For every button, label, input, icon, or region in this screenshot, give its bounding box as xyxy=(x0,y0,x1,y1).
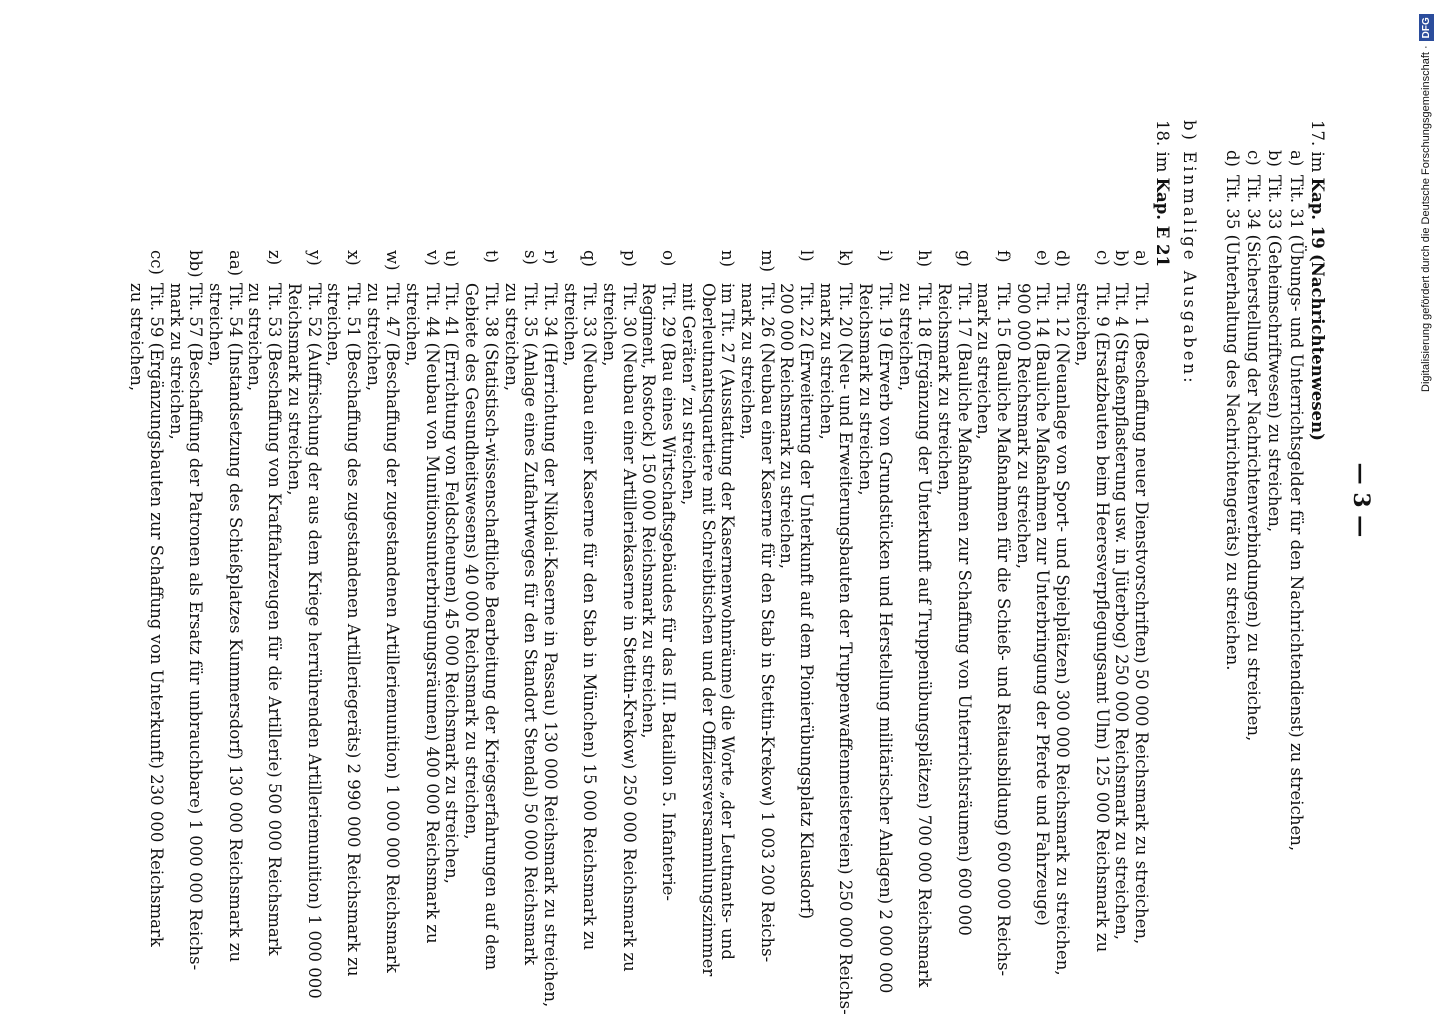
section-18-item-label: f) xyxy=(994,250,1014,263)
section-18-item-label: d) xyxy=(1053,250,1073,267)
section-18-item-line: Tit. 44 (Neubau von Munitionsunterbringungsräumen) 400 000 Reichsmark zu xyxy=(422,283,442,944)
margin-note xyxy=(1418,0,1434,392)
section-18-item-label: n) xyxy=(718,250,738,268)
section-17-kap: Kap. 19 xyxy=(1308,177,1327,249)
section-18-item-line: Tit. 20 (Neu- und Erweiterungsbauten der Truppenwaffenmeistereien) 250 000 Reichs- xyxy=(836,283,856,1015)
section-18-item-label: u) xyxy=(442,250,462,268)
section-18-item-label: q) xyxy=(580,250,600,267)
section-18-item-line: zu streichen, xyxy=(895,283,915,392)
section-18-item-line: Reichsmark zu streichen, xyxy=(284,283,304,496)
section-18-item-line: Tit. 59 (Ergänzungsbauten zur Schaffung von Unterkunft) 230 000 Reichsmark xyxy=(147,283,166,947)
section-18-item-line: Tit. 51 (Beschaffung des zugestandenen Artilleriegeräts) 2 990 000 Reichsmark zu xyxy=(344,283,363,977)
section-18-item-label: b) xyxy=(1112,250,1132,267)
section-18-item-line: zu streichen, xyxy=(127,283,147,392)
section-18-item-line: Tit. 53 (Beschaffung von Kraftfahrzeugen für die Artillerie) 500 000 Reichsmark xyxy=(265,283,285,956)
section-17-item-text: Tit. 33 (Geheimschriftwesen) zu streichen, xyxy=(1265,175,1284,533)
section-18-item-line: Tit. 52 (Auffrischung der aus dem Kriege herrührenden Artilleriemunition) 1 000 000 xyxy=(304,283,324,999)
section-17-heading xyxy=(1307,120,1327,441)
margin-note-text: Digitalisierung gefördert durch die Deutsche Forschungsgemeinschaft · xyxy=(1420,45,1432,392)
section-18-item-line: streichen, xyxy=(1072,283,1092,367)
section-18-item-label: z) xyxy=(265,250,285,266)
section-18-item-label: v) xyxy=(422,250,442,266)
section-18-item-line: mark zu streichen, xyxy=(974,283,994,440)
section-17-item-label: a) xyxy=(1287,150,1306,167)
section-18-item-line: Tit. 9 (Ersatzbauten beim Heeresverpflegungsamt Ulm) 125 000 Reichsmark zu xyxy=(1092,283,1112,953)
section-18-item-line: Tit. 33 (Neubau einer Kaserne für den Stab in München) 15 000 Reichsmark zu xyxy=(580,283,600,951)
section-18-item-line: mark zu streichen, xyxy=(816,283,836,440)
section-18-item-line: im Tit. 27 (Ausstattung der Kasernenwohnräume) die Worte „der Leutnants- und xyxy=(718,283,738,960)
section-18-item-label: cc) xyxy=(147,250,166,275)
section-18-item-line: Tit. 57 (Beschaffung der Patronen als Ersatz für unbrauchbare) 1 000 000 Reichs- xyxy=(186,283,206,971)
section-18-item-line: Tit. 18 (Ergänzung der Unterkunft auf Truppenübungsplätzen) 700 000 Reichsmark xyxy=(915,283,935,988)
section-18-item-line: 900 000 Reichsmark zu streichen, xyxy=(1013,283,1033,569)
section-18-item-label: bb) xyxy=(186,250,206,278)
section-17-item-label: b) xyxy=(1265,150,1284,167)
section-18-item-line: zu streichen, xyxy=(245,283,265,392)
section-18-item-line: zu streichen, xyxy=(501,283,521,392)
section-18-item-label: m) xyxy=(757,250,777,273)
section-18-kap: Kap. E 21 xyxy=(1153,177,1172,268)
section-18-item-line: Tit. 12 (Neuanlage von Sport- und Spielplätzen) 300 000 Reichsmark zu streichen, xyxy=(1053,283,1073,976)
section-18-item-label: h) xyxy=(915,250,935,268)
page-number: — 3 — xyxy=(1348,462,1374,538)
section-18-item-line: Tit. 17 (Bauliche Maßnahmen zur Schaffung von Unterrichtsräumen) 600 000 xyxy=(954,283,974,936)
section-18-item-line: Tit. 26 (Neubau einer Kaserne für den Stab in Stettin-Krekow) 1 003 200 Reichs- xyxy=(757,283,777,963)
section-18-item-label: g) xyxy=(954,250,974,267)
section-18-item-line: Tit. 41 (Errichtung von Feldscheunen) 45 000 Reichsmark zu streichen, xyxy=(442,283,462,884)
section-18-item-line: 200 000 Reichsmark zu streichen, xyxy=(777,283,797,569)
section-18-item-label: c) xyxy=(1092,250,1112,266)
section-18-item-line: streichen, xyxy=(560,283,580,367)
section-18-item-label: r) xyxy=(541,250,560,265)
subsection-b-heading: b) Einmalige Ausgaben: xyxy=(1180,120,1199,386)
section-18-item-line: mit Geräten“ zu streichen, xyxy=(678,283,698,506)
section-18-item-line: Reichsmark zu streichen, xyxy=(856,283,876,496)
section-18-item-label: a) xyxy=(1132,250,1151,267)
section-18-item-label: i) xyxy=(875,250,895,262)
section-18-item-line: Gebiete des Gesundheitswesens) 40 000 Reichsmark zu streichen, xyxy=(462,283,482,840)
section-18-item-label: e) xyxy=(1033,250,1053,267)
section-18-item-line: mark zu streichen, xyxy=(166,283,186,440)
section-18-item-label: y) xyxy=(304,250,324,266)
section-18-item-line: Tit. 22 (Erweiterung der Unterkunft auf dem Pionierübungsplatz Klausdorf) xyxy=(797,283,817,920)
section-17-item-text: Tit. 34 (Sicherstellung der Nachrichtenverbindungen) zu streichen, xyxy=(1244,175,1263,742)
section-18-item-label: o) xyxy=(659,250,679,267)
section-18-item-line: Tit. 4 (Straßenpflasterung usw. in Jüterbog) 250 000 Reichsmark zu streichen, xyxy=(1112,283,1132,941)
section-17-item-text: Tit. 35 (Unterhaltung des Nachrichtengeräts) zu streichen. xyxy=(1223,175,1242,671)
section-18-item-line: Tit. 29 (Bau eines Wirtschaftsgebäudes für das III. Bataillon 5. Infanterie- xyxy=(659,283,679,901)
section-18-item-line: streichen, xyxy=(206,283,226,367)
section-18-item-line: streichen, xyxy=(324,283,344,367)
section-18-item-label: x) xyxy=(344,250,363,266)
section-17-item-label: c) xyxy=(1244,150,1263,166)
section-18-item-label: s) xyxy=(521,250,541,265)
section-18-item-line: Tit. 47 (Beschaffung der zugestandenen Artilleriemunition) 1 000 000 Reichsmark xyxy=(383,283,403,973)
section-18-item-label: t) xyxy=(481,250,501,264)
section-18-item-label: aa) xyxy=(225,250,245,277)
dfg-logo: DFG xyxy=(1419,14,1434,41)
section-18-item-line: Tit. 34 (Herrichtung der Nikolai-Kaserne in Passau) 130 000 Reichsmark zu streichen, xyxy=(541,283,560,1008)
section-18-item-line: Tit. 38 (Statistisch-wissenschaftliche Bearbeitung der Kriegserfahrungen auf dem xyxy=(481,283,501,971)
section-18-item-label: p) xyxy=(619,250,639,267)
section-18-item-line: Oberleutnantsquartiere mit Schreibtischen und der Offiziersversammlungszimmer xyxy=(698,283,718,977)
section-17-item-label: d) xyxy=(1223,150,1242,167)
section-18-item-label: l) xyxy=(797,250,817,262)
section-18-item-line: Regiment, Rostock) 150 000 Reichsmark zu streichen, xyxy=(639,283,659,739)
section-18-item-line: Tit. 14 (Bauliche Maßnahmen zur Unterbringung der Pferde und Fahrzeuge) xyxy=(1033,283,1053,926)
section-18-item-line: Tit. 35 (Anlage eines Zufahrtweges für den Standort Stendal) 50 000 Reichsmark xyxy=(521,283,541,966)
section-18-item-line: Tit. 30 (Neubau einer Artilleriekaserne in Stettin-Krekow) 250 000 Reichsmark zu xyxy=(619,283,639,972)
section-18-item-line: Tit. 19 (Erwerb von Grundstücken und Herstellung militärischer Anlagen) 2 000 000 xyxy=(875,283,895,994)
section-18-item-line: streichen, xyxy=(403,283,423,367)
section-18-item-line: Tit. 1 (Beschaffung neuer Dienstvorschriften) 50 000 Reichsmark zu streichen, xyxy=(1132,283,1151,945)
section-18-item-line: mark zu streichen, xyxy=(738,283,757,440)
section-18-item-line: Reichsmark zu streichen, xyxy=(935,283,954,496)
section-18-item-label: k) xyxy=(836,250,856,267)
section-18-item-label: w) xyxy=(383,250,403,271)
section-18-item-line: streichen, xyxy=(600,283,620,367)
section-17-title: (Nachrichtenwesen) xyxy=(1308,253,1327,441)
section-18-heading xyxy=(1152,120,1172,267)
section-18-item-line: Tit. 54 (Instandsetzung des Schießplatzes Kummersdorf) 130 000 Reichsmark zu xyxy=(225,283,245,963)
section-17-item-text: Tit. 31 (Übungs- und Unterrichtsgelder für den Nachrichtendienst) zu streichen, xyxy=(1287,175,1306,852)
section-18-item-line: zu streichen, xyxy=(363,283,383,392)
section-18-item-line: Tit. 15 (Bauliche Maßnahmen für die Schieß- und Reitausbildung) 600 000 Reichs- xyxy=(994,283,1014,977)
section-17-number: 17. im xyxy=(1308,120,1327,173)
section-18-number: 18. im xyxy=(1153,120,1172,173)
